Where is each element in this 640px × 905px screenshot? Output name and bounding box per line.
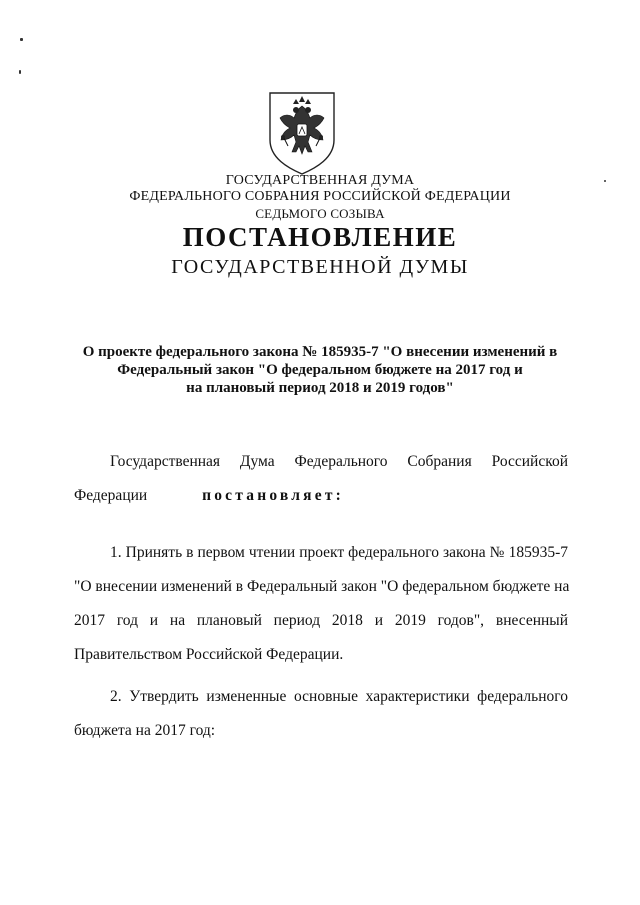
scan-speck <box>19 70 21 74</box>
scan-speck <box>20 38 23 41</box>
preamble-paragraph <box>74 445 568 513</box>
subject-line: на плановый период 2018 и 2019 годов" <box>186 380 454 396</box>
item-1-line: 2017 год и на плановый период 2018 и 2019 годов", внесенный <box>74 612 568 629</box>
preamble-word-resolves: постановляет: <box>202 487 344 504</box>
header-line-state-duma: ГОСУДАРСТВЕННАЯ ДУМА <box>225 173 415 188</box>
item-1-line: Правительством Российской Федерации. <box>74 646 344 663</box>
header-line-federal-assembly: ФЕДЕРАЛЬНОГО СОБРАНИЯ РОССИЙСКОЙ ФЕДЕРАЦИИ <box>129 189 511 204</box>
preamble-line: Государственная Дума Федерального Собрания Российской <box>110 453 568 470</box>
item-1-line: "О внесении изменений в Федеральный закон "О федеральном бюджете на <box>74 578 570 595</box>
preamble-word-federation: Федерации <box>74 487 148 504</box>
item-2-line: 2. Утвердить измененные основные характеристики федерального <box>110 688 568 705</box>
item-2-line: бюджета на 2017 год: <box>74 722 216 739</box>
item-1-line: 1. Принять в первом чтении проект федерального закона № 185935-7 <box>110 544 568 561</box>
header-line-convocation: СЕДЬМОГО СОЗЫВА <box>255 206 385 221</box>
document-type-title: ПОСТАНОВЛЕНИЕ <box>182 222 458 252</box>
item-2-paragraph <box>74 680 568 748</box>
coat-of-arms-emblem-icon <box>266 90 338 176</box>
item-1-paragraph <box>74 536 568 672</box>
document-issuer-title: ГОСУДАРСТВЕННОЙ ДУМЫ <box>171 256 469 278</box>
subject-line: Федеральный закон "О федеральном бюджете на 2017 год и <box>117 362 523 378</box>
document-subject <box>60 343 580 397</box>
subject-line: О проекте федерального закона № 185935-7 "О внесении изменений в <box>82 344 558 360</box>
preamble-line <box>74 479 344 513</box>
